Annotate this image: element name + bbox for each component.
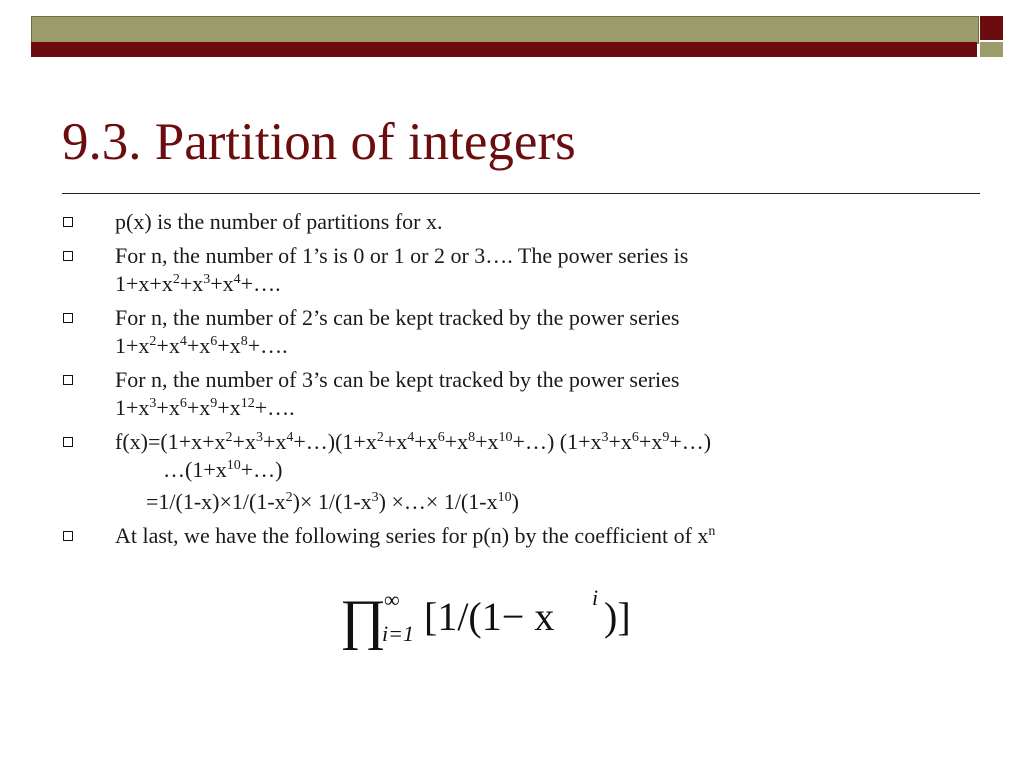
slide-title: 9.3. Partition of integers [62, 113, 576, 171]
bullet-5-line-3: $=1/(1-x)\times 1/(1-x^2)\times 1/(1-x^3)$ ×…× $1/(1-x^{10})$ [146, 489, 519, 514]
bullet-5-line-2: $\dots(1+x^{10}+\dots)$ [163, 457, 283, 482]
formula-close: )] [604, 594, 631, 639]
bullet-3-line-1: For n, the number of 2’s can be kept tracked by the power series [115, 305, 680, 330]
bullet-marker-1 [63, 217, 73, 227]
bullet-5-line-1: $f(x)=(1+x+x^2+x^3+x^4+\dots)(1+x^2+x^4+x^6+x^8+x^{10}+\dots)$ $(1+x^3+x^6+x^9+\dots)$ [115, 429, 712, 454]
bullet-3-line-2: $1+x^2+x^4+x^6+x^8+\dots$. [115, 333, 288, 358]
header-square-maroon [980, 16, 1003, 40]
bullet-4-line-1: For n, the number of 3’s can be kept tracked by the power series [115, 367, 680, 392]
header-square-olive [980, 42, 1003, 57]
bullet-marker-6 [63, 531, 73, 541]
header-bar-olive [31, 16, 979, 44]
header-bar-maroon [31, 42, 977, 57]
product-formula [338, 583, 638, 653]
product-symbol: ∏ [340, 589, 387, 651]
bullet-marker-4 [63, 375, 73, 385]
title-divider [62, 193, 980, 194]
bullet-marker-5 [63, 437, 73, 447]
bullet-2-line-1: For n, the number of 1’s is 0 or 1 or 2 or 3…. The power series is [115, 243, 689, 268]
bullet-6-text: At last, we have the following series for p(n) by the coefficient of $x^n$ [115, 523, 716, 548]
bullet-marker-3 [63, 313, 73, 323]
product-upper-limit: ∞ [384, 587, 400, 612]
formula-body: [1/(1− x [424, 594, 555, 639]
formula-exponent: i [592, 585, 599, 610]
bullet-2-line-2: $1+x+x^2+x^3+x^4+\dots$. [115, 271, 281, 296]
bullet-4-line-2: $1+x^3+x^6+x^9+x^{12}+\dots$. [115, 395, 295, 420]
bullet-1-text: p(x) is the number of partitions for x. [115, 209, 443, 234]
product-lower-limit: i=1 [382, 621, 414, 646]
bullet-marker-2 [63, 251, 73, 261]
